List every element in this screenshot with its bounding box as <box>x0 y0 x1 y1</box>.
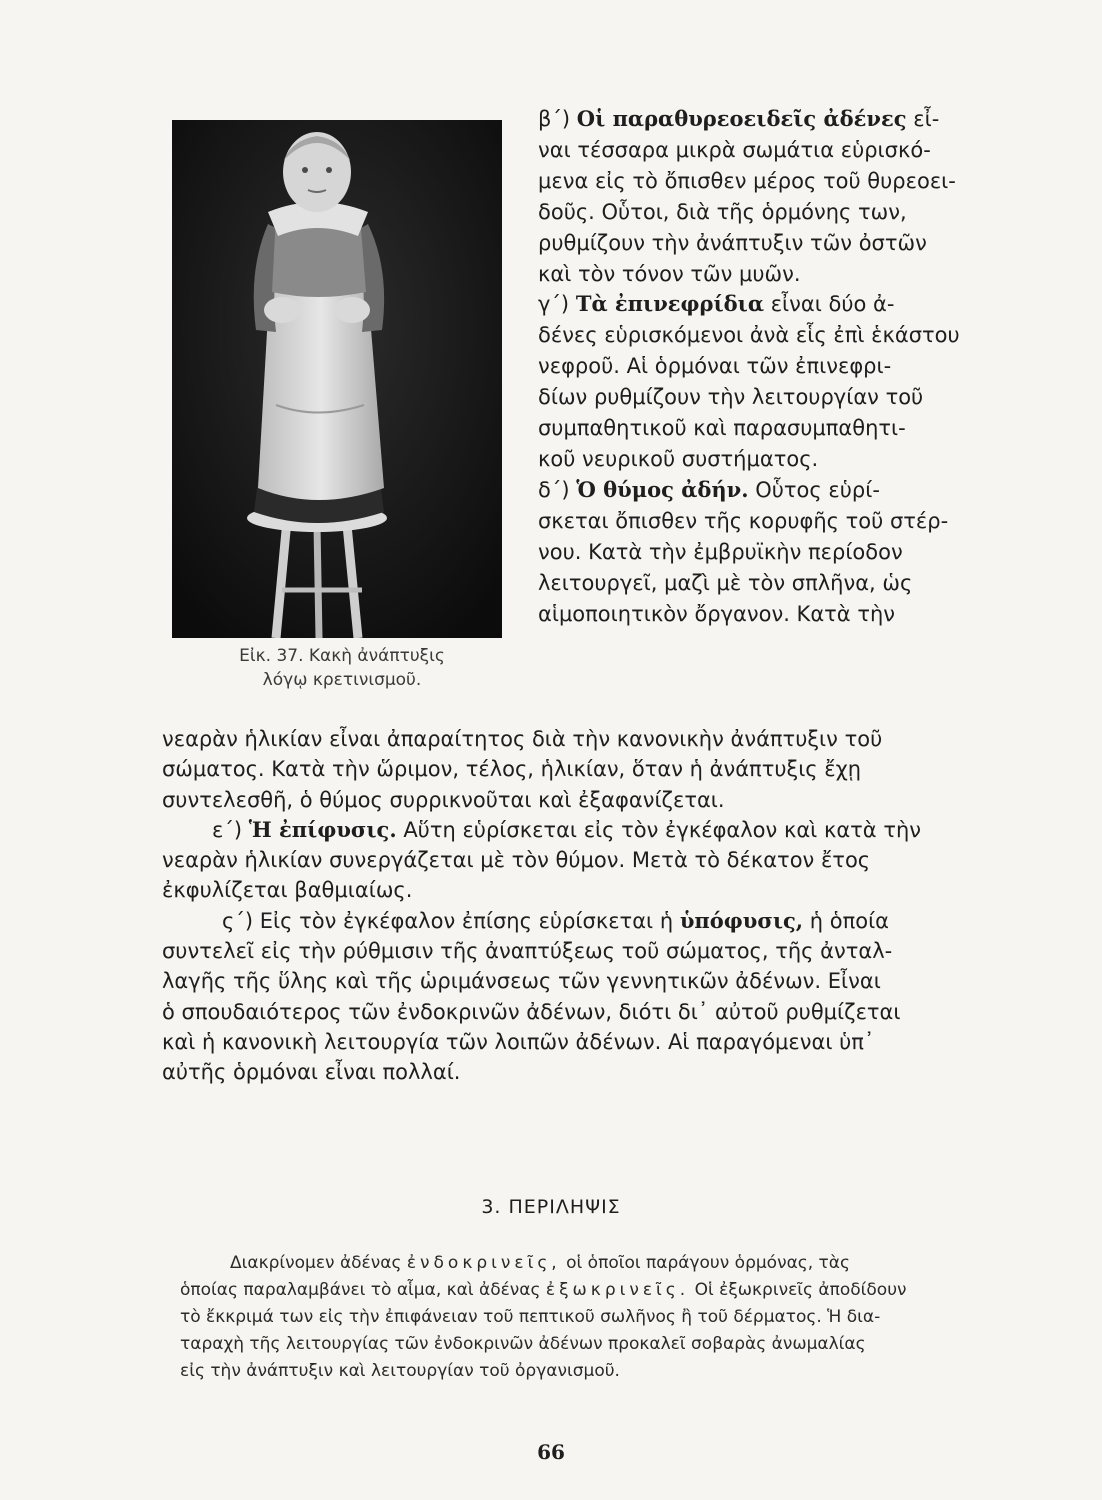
text-line: κοῦ νευρικοῦ συστήματος. <box>538 446 819 471</box>
text-line: καὶ ἡ κανονικὴ λειτουργία τῶν λοιπῶν ἀδένων. Αἱ παραγόμεναι ὑπ᾿ <box>162 1029 875 1054</box>
text-line: ταραχὴ τῆς λειτουργίας τῶν ἐνδοκρινῶν ἀδένων προκαλεῖ σοβαρὰς ἀνωμαλίας <box>180 1334 866 1354</box>
term-parathyroid: Οἱ παραθυρεοειδεῖς ἀδένες <box>576 106 907 131</box>
term-thymus: Ὁ θύμος ἀδήν. <box>576 476 749 502</box>
figure-caption <box>182 644 502 692</box>
text-line: αὐτῆς ὁρμόναι εἶναι πολλαί. <box>162 1060 461 1085</box>
text-line: ἐκφυλίζεται βαθμιαίως. <box>162 878 413 903</box>
page-number: 66 <box>537 1440 565 1464</box>
text-line: εἰς τὴν ἀνάπτυξιν καὶ λειτουργίαν τοῦ ὀργανισμοῦ. <box>180 1361 620 1381</box>
text-line: δένες εὑρισκόμενοι ἀνὰ εἷς ἐπὶ ἑκάστου <box>538 323 960 348</box>
spaced-term-exocrine: ἐξωκρινεῖς. <box>545 1280 690 1300</box>
section-heading: 3. ΠΕΡΙΛΗΨΙΣ <box>481 1196 621 1218</box>
figure-photo <box>172 120 502 638</box>
term-pineal: Ἡ ἐπίφυσις. <box>248 816 397 842</box>
text-line: μενα εἰς τὸ ὄπισθεν μέρος τοῦ θυρεοει- <box>538 168 956 193</box>
text-line: ναι τέσσαρα μικρὰ σωμάτια εὑρισκό- <box>538 137 931 162</box>
right-column-text <box>538 104 1038 629</box>
spaced-term-endocrine: ἐνδοκρινεῖς, <box>406 1253 561 1273</box>
term-pituitary: ὑπόφυσις, <box>679 907 804 933</box>
text-line: ὁ σπουδαιότερος τῶν ἐνδοκρινῶν ἀδένων, διότι δι᾿ αὐτοῦ ρυθμίζεται <box>162 999 901 1024</box>
text-line: λειτουργεῖ, μαζὶ μὲ τὸν σπλῆνα, ὡς <box>538 570 913 595</box>
paragraph-delta-first-line: δ΄) Ὁ θύμος ἀδήν. Οὗτος εὑρί- <box>538 476 880 502</box>
caption-line-1: Εἰκ. 37. Κακὴ ἀνάπτυξις <box>239 646 445 666</box>
paragraph-epsilon-first-line: ε΄) Ἡ ἐπίφυσις. Αὕτη εὑρίσκεται εἰς τὸν ἐγκέφαλον καὶ κατὰ τὴν <box>212 816 922 842</box>
text-line: λαγῆς τῆς ὕλης καὶ τῆς ὡριμάνσεως τῶν γεννητικῶν ἀδένων. Εἶναι <box>162 969 881 994</box>
summary-line-1: Διακρίνομεν ἀδένας ἐνδοκρινεῖς, οἱ ὁποῖοι παράγουν ὁρμόνας, τὰς <box>230 1253 850 1273</box>
text-line: καὶ τὸν τόνον τῶν μυῶν. <box>538 261 801 286</box>
caption-line-2: λόγῳ κρετινισμοῦ. <box>262 670 422 690</box>
paragraph-gamma-first-line: γ΄) Τὰ ἐπινεφρίδια εἶναι δύο ἀ- <box>538 291 895 317</box>
text-line: συμπαθητικοῦ καὶ παρασυμπαθητι- <box>538 416 906 441</box>
text-line: νεαρὰν ἡλικίαν συνεργάζεται μὲ τὸν θύμον. Μετὰ τὸ δέκατον ἔτος <box>162 848 871 873</box>
text-line: τὸ ἔκκριμά των εἰς τὴν ἐπιφάνειαν τοῦ πεπτικοῦ σωλῆνος ἢ τοῦ δέρματος. Ἡ δια- <box>180 1307 881 1327</box>
text-line: νεαρὰν ἡλικίαν εἶναι ἀπαραίτητος διὰ τὴν κανονικὴν ἀνάπτυξιν τοῦ <box>162 727 883 751</box>
summary-line-2: ὁποίας παραλαμβάνει τὸ αἷμα, καὶ ἀδένας ἐξωκρινεῖς. Οἱ ἐξωκρινεῖς ἀποδίδουν <box>180 1280 907 1300</box>
summary-text <box>180 1250 1040 1385</box>
text-line: νεφροῦ. Αἱ ὁρμόναι τῶν ἐπινεφρι- <box>538 354 892 379</box>
child-figure-image <box>172 120 502 638</box>
full-width-text <box>162 724 1042 1088</box>
text-line: αἱμοποιητικὸν ὄργανον. Κατὰ τὴν <box>538 601 896 626</box>
text-line: συντελεσθῆ, ὁ θύμος συρρικνοῦται καὶ ἐξαφανίζεται. <box>162 787 725 812</box>
text-line: δοῦς. Οὗτοι, διὰ τῆς ὁρμόνης των, <box>538 199 907 224</box>
text-line: νου. Κατὰ τὴν ἐμβρυϊκὴν περίοδον <box>538 539 903 564</box>
text-line: σκεται ὄπισθεν τῆς κορυφῆς τοῦ στέρ- <box>538 508 949 533</box>
text-line: σώματος. Κατὰ τὴν ὥριμον, τέλος, ἡλικίαν, ὅταν ἡ ἀνάπτυξις ἔχῃ <box>162 757 862 782</box>
paragraph-stigma-first-line: ς΄) Εἰς τὸν ἐγκέφαλον ἐπίσης εὑρίσκεται ἡ ὑπόφυσις, ἡ ὁποία <box>222 907 890 933</box>
text-line: συντελεῖ εἰς τὴν ρύθμισιν τῆς ἀναπτύξεως τοῦ σώματος, τῆς ἀνταλ- <box>162 939 893 964</box>
text-line: δίων ρυθμίζουν τὴν λειτουργίαν τοῦ <box>538 385 924 410</box>
term-adrenals: Τὰ ἐπινεφρίδια <box>575 291 765 317</box>
paragraph-beta-first-line: β΄) Οἱ παραθυρεοειδεῖς ἀδένες εἶ- <box>538 106 940 131</box>
text-line: ρυθμίζουν τὴν ἀνάπτυξιν τῶν ὀστῶν <box>538 230 927 255</box>
